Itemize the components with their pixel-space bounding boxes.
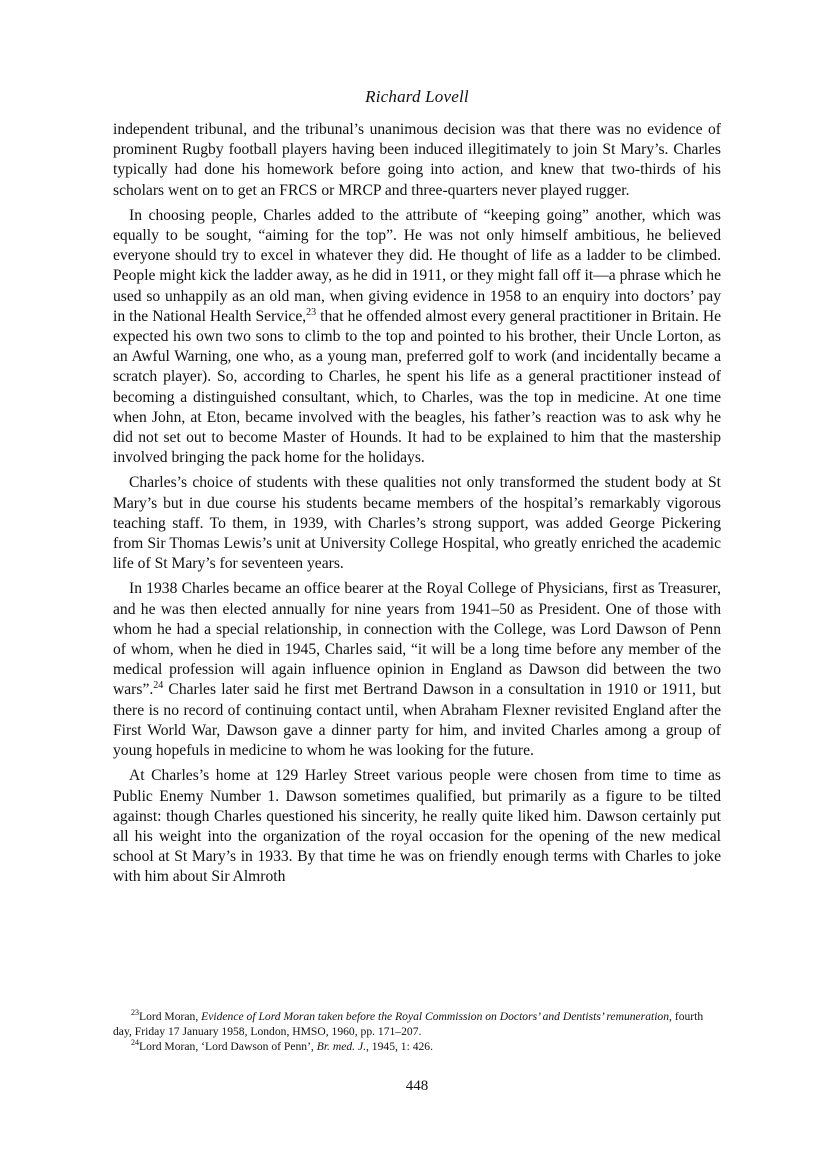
running-head: Richard Lovell: [365, 87, 469, 106]
paragraph-3: Charles’s choice of students with these qualities not only transformed the student body at St Mary’s but in due course his students became members of the hospital’s remarkably vigorous teaching staff. To them, in 1939, with Charles’s strong support, was added George Pickering from Sir Thomas Lewis’s unit at University College Hospital, who greatly enriched the academic life of St Mary’s for seventeen years.: [113, 474, 721, 573]
paragraph-4-part-b: Charles later said he first met Bertrand Dawson in a consultation in 1910 or 1911, but there is no record of continuing contact until, when Abraham Flexner revisited England after the First World War, Dawson gave a dinner party for him, and invited Charles among a group of young hopefuls in medicine to whom he was looking for the future.: [113, 681, 721, 760]
paragraph-2-part-b: that he offended almost every general practitioner in Britain. He expected his own two sons to climb to the top and pointed to his brother, their Uncle Lorton, as an Awful Warning, one who, as a young man, preferred golf to work (and incidentally became a scratch player). So, according to Charles, he spent his life as a general practitioner instead of becoming a distinguished consultant, which, to Charles, was the top in medicine. At one time when John, at Eton, became involved with the beagles, his father’s reaction was to ask why he did not set out to become Master of Hounds. It had to be explained to him that the mastership involved bringing the pack home for the holidays.: [113, 307, 721, 467]
paragraph-4: [113, 579, 721, 761]
footnote-23-rest: , fourth day, Friday 17 January 1958, London, HMSO, 1960, pp. 171–207.: [113, 1010, 704, 1038]
footnote-23-title: Evidence of Lord Moran taken before the Royal Commission on Doctors’ and Dentists’ remuneration: [201, 1010, 670, 1023]
paragraph-2: [113, 206, 721, 469]
footnote-24: [113, 1037, 721, 1055]
body-text: [113, 120, 721, 893]
footnote-23-author: Lord Moran,: [139, 1010, 202, 1023]
footnote-23-number: 23: [131, 1008, 139, 1018]
footnote-ref-24: 24: [153, 680, 164, 692]
paragraph-1: independent tribunal, and the tribunal’s unanimous decision was that there was no evidence of prominent Rugby football players having been induced illegitimately to join St Mary’s. Charles typically had done his homework before going into action, and knew that two-thirds of his scholars went on to get an FRCS or MRCP and three-quarters never played rugger.: [113, 121, 721, 199]
paragraph-2-part-a: In choosing people, Charles added to the attribute of “keeping going” another, which was equally to be sought, “aiming for the top”. He was not only himself ambitious, he believed everyone should try to excel in whatever they did. He thought of life as a ladder to be climbed. People might kick the ladder away, as he did in 1911, or they might fall off it—a phrase which he used so unhappily as an old man, when giving evidence in 1958 to an enquiry into doctors’ pay in the National Health Service,: [113, 206, 721, 325]
footnote-24-rest: , 1945, 1: 426.: [366, 1039, 433, 1053]
footnote-24-author: Lord Moran, ‘Lord Dawson of Penn’,: [139, 1039, 317, 1053]
page-number: 448: [405, 1078, 429, 1094]
footnotes: [113, 1010, 721, 1054]
paragraph-4-part-a: In 1938 Charles became an office bearer at the Royal College of Physicians, first as Treasurer, and he was then elected annually for nine years from 1941–50 as President. One of those with whom he had a special relationship, in connection with the College, was Lord Dawson of Penn of whom, when he died in 1945, Charles said, “it will be a long time before any member of the medical profession will again influence opinion in England as Dawson did between the two wars”.: [113, 580, 721, 699]
paragraph-5: At Charles’s home at 129 Harley Street various people were chosen from time to time as Public Enemy Number 1. Dawson sometimes qualified, but primarily as a figure to be tilted against: though Charles questioned his sincerity, he really quite liked him. Dawson certainly put all his weight into the organization of the royal occasion for the opening of the new medical school at St Mary’s in 1933. By that time he was on friendly enough terms with Charles to joke with him about Sir Almroth: [113, 767, 721, 886]
footnote-23: [113, 1010, 721, 1040]
footnote-ref-23: 23: [306, 306, 317, 318]
footnote-24-title: Br. med. J.: [316, 1039, 366, 1053]
footnote-24-number: 24: [131, 1037, 139, 1047]
